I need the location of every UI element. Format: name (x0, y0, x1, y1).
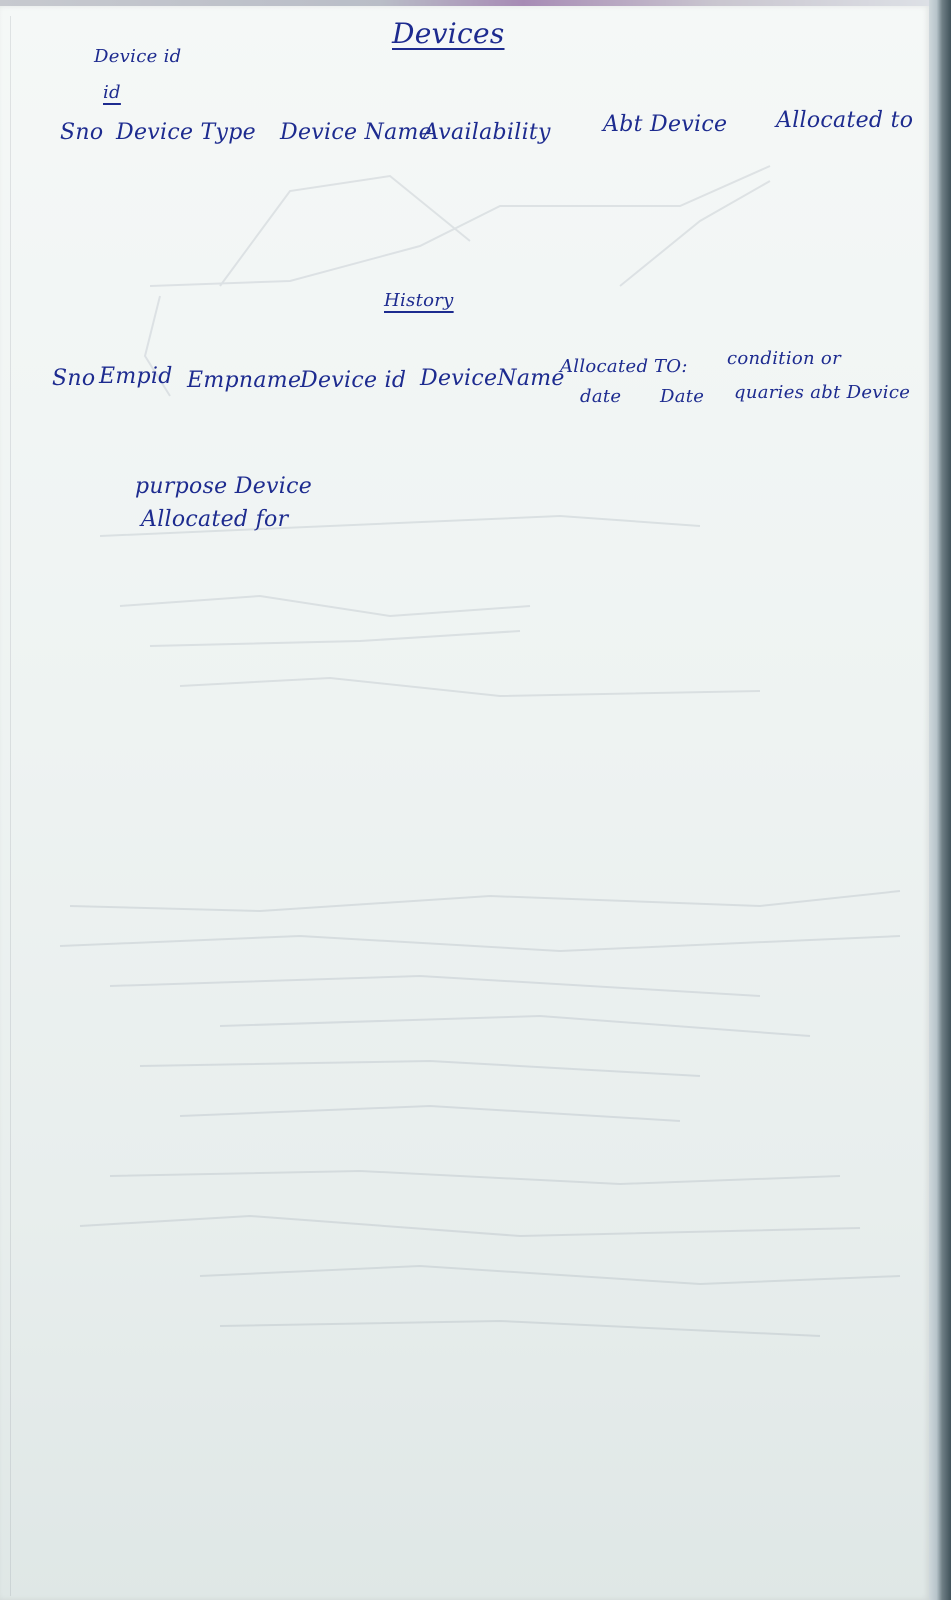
history-col-empid: Empid (99, 364, 173, 389)
purpose-line-2: Allocated for (141, 507, 289, 532)
history-col-empname: Empname (187, 368, 302, 393)
devices-col-device-name: Device Name (280, 120, 433, 145)
history-col-date-2: Date (660, 386, 705, 407)
history-heading: History (384, 290, 454, 311)
history-col-device-name: DeviceName (420, 366, 565, 391)
notebook-page (0, 6, 929, 1600)
history-col-date-1: date (580, 386, 622, 407)
devices-col-availability: Availability (423, 120, 551, 145)
devices-heading: Devices (392, 17, 505, 50)
history-col-sno: Sno (52, 366, 96, 391)
devices-col-abt-device: Abt Device (603, 112, 728, 137)
devices-col-allocated-to: Allocated to (776, 108, 914, 133)
bleed-through-marks (0, 6, 929, 1600)
id-note: id (103, 82, 121, 103)
photo-right-edge (929, 0, 951, 1600)
history-col-allocated: Allocated (560, 356, 649, 377)
devices-col-sno: Sno (60, 120, 104, 145)
history-col-condition-or: condition or (727, 348, 841, 369)
purpose-line-1: purpose Device (135, 474, 313, 499)
history-col-device-id: Device id (300, 368, 407, 393)
history-col-to: TO: (654, 356, 688, 377)
devices-col-device-type: Device Type (116, 120, 256, 145)
history-col-quaries-abt-device: quaries abt Device (734, 382, 911, 403)
device-id-note: Device id (94, 46, 182, 67)
